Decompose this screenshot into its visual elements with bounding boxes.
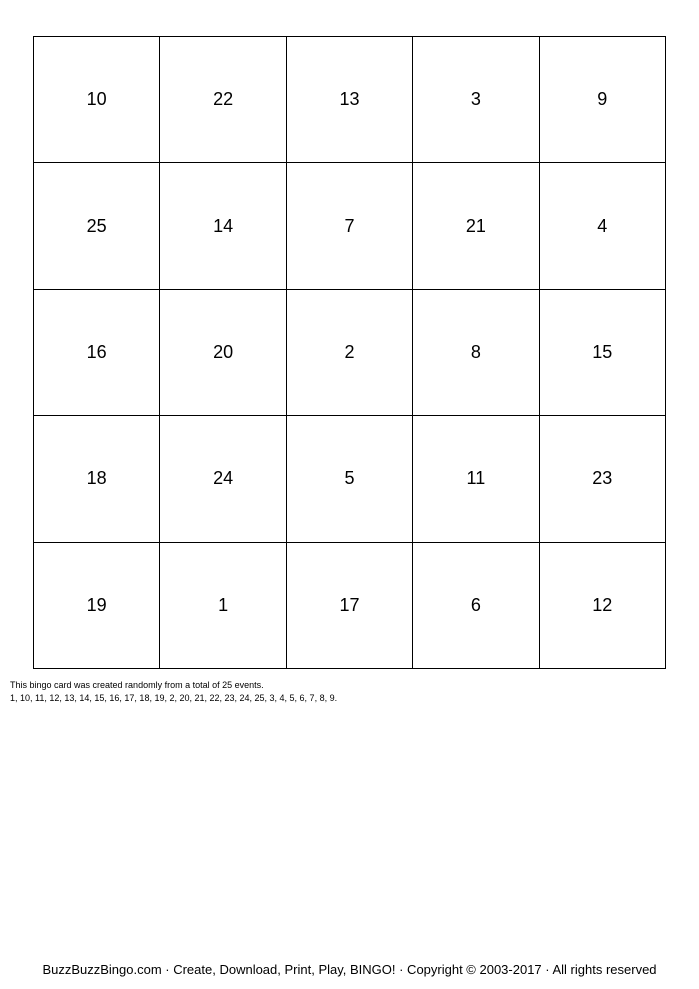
bingo-cell: 22: [160, 37, 286, 163]
bingo-cell: 8: [413, 290, 539, 416]
bingo-cell: 13: [287, 37, 413, 163]
bingo-cell: 12: [540, 543, 666, 669]
bingo-cell: 10: [34, 37, 160, 163]
bingo-cell: 7: [287, 163, 413, 289]
bingo-cell: 15: [540, 290, 666, 416]
bingo-cell: 9: [540, 37, 666, 163]
bingo-cell: 19: [34, 543, 160, 669]
bingo-cell: 11: [413, 416, 539, 542]
bingo-cell: 21: [413, 163, 539, 289]
card-generation-note: This bingo card was created randomly from a total of 25 events.: [10, 680, 264, 690]
bingo-cell: 4: [540, 163, 666, 289]
bingo-cell: 14: [160, 163, 286, 289]
bingo-cell: 16: [34, 290, 160, 416]
bingo-cell: 18: [34, 416, 160, 542]
bingo-cell: 3: [413, 37, 539, 163]
bingo-cell: 2: [287, 290, 413, 416]
bingo-card-grid: [33, 36, 666, 669]
bingo-cell: 17: [287, 543, 413, 669]
event-list: 1, 10, 11, 12, 13, 14, 15, 16, 17, 18, 19, 2, 20, 21, 22, 23, 24, 25, 3, 4, 5, 6, 7, 8, 9.: [10, 693, 338, 703]
bingo-cell: 24: [160, 416, 286, 542]
footer-copyright: BuzzBuzzBingo.com · Create, Download, Print, Play, BINGO! · Copyright © 2003-2017 · All rights reserved: [42, 962, 657, 977]
bingo-cell: 5: [287, 416, 413, 542]
bingo-cell: 23: [540, 416, 666, 542]
bingo-cell: 20: [160, 290, 286, 416]
bingo-cell: 6: [413, 543, 539, 669]
bingo-cell: 25: [34, 163, 160, 289]
bingo-cell: 1: [160, 543, 286, 669]
